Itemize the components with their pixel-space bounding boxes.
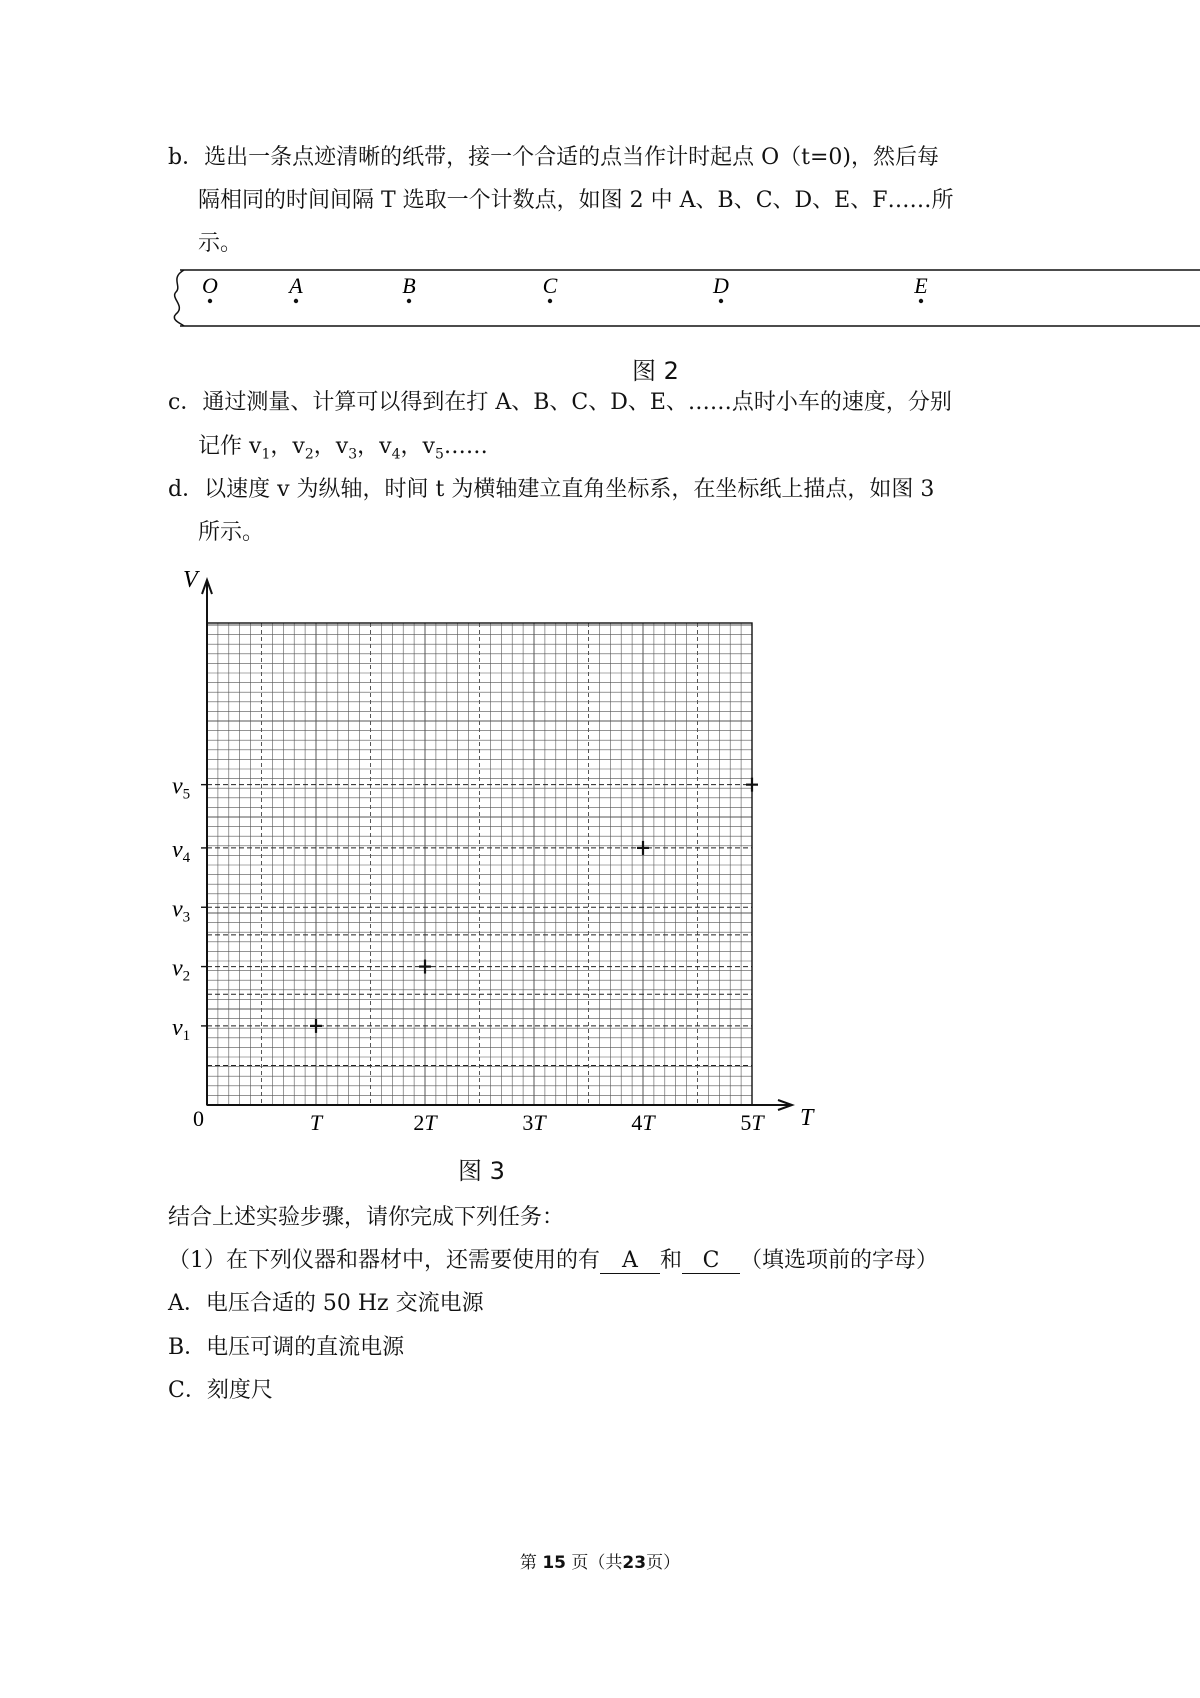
tape-label-d: D xyxy=(713,273,729,298)
velocity-symbol: $v_2$ xyxy=(292,434,314,463)
velocity-symbol: $v_5$ xyxy=(422,434,444,463)
step-d-line2: 所示。 xyxy=(198,520,265,545)
velocity-symbol: $v_3$ xyxy=(335,434,358,463)
step-c-prefix: 记作 xyxy=(198,434,249,459)
option-c: C．刻度尺 xyxy=(168,1378,273,1403)
step-c-line2 xyxy=(198,432,488,469)
option-a: A．电压合适的 50 Hz 交流电源 xyxy=(168,1291,484,1316)
x-tick-label-2t: 2T xyxy=(413,1110,437,1135)
q1-answer-2: C xyxy=(682,1249,740,1274)
x-tick-label-t: T xyxy=(309,1110,323,1135)
y-tick-label-v2: $v_2$ xyxy=(172,955,191,985)
page-footer xyxy=(0,1548,1200,1573)
step-d-line1: d．以速度 v 为纵轴，时间 t 为横轴建立直角坐标系，在坐标纸上描点，如图 3 xyxy=(168,477,935,502)
option-b: B．电压可调的直流电源 xyxy=(168,1335,405,1360)
y-tick-label-v3: $v_3$ xyxy=(172,896,191,926)
footer-middle: 页（共 xyxy=(571,1553,623,1573)
velocity-symbol: $v_4$ xyxy=(379,434,401,463)
tape-dot-o xyxy=(208,299,212,303)
velocity-symbol: $v_1$ xyxy=(249,434,271,463)
tape-dot-b xyxy=(407,299,411,303)
q1-prefix: （1）在下列仪器和器材中，还需要使用的有 xyxy=(168,1248,600,1273)
figure-2-caption: 图 2 xyxy=(632,357,679,385)
data-point-1 xyxy=(310,1019,322,1033)
y-tick-label-v4: $v_4$ xyxy=(172,836,191,866)
step-c-line1: c．通过测量、计算可以得到在打 A、B、C、D、E、……点时小车的速度，分别 xyxy=(168,390,952,415)
tape-label-e: E xyxy=(914,273,928,298)
footer-suffix: 页） xyxy=(646,1553,681,1573)
data-point-3 xyxy=(637,841,649,855)
velocity-list: $v_1$，$v_2$，$v_3$，$v_4$，$v_5$ xyxy=(249,434,444,463)
step-c-suffix: …… xyxy=(443,434,488,459)
tape-label-a: A xyxy=(289,273,303,298)
figure-3-caption: 图 3 xyxy=(458,1157,505,1185)
data-point-2 xyxy=(419,960,431,974)
footer-prefix: 第 xyxy=(519,1553,537,1573)
tape-dot-e xyxy=(919,299,923,303)
y-axis-label: V xyxy=(183,567,198,593)
y-tick-label-v5: $v_5$ xyxy=(172,773,191,803)
step-b-line1: b．选出一条点迹清晰的纸带，接一个合适的点当作计时起点 O（t=0)，然后每 xyxy=(168,145,939,170)
footer-total-pages: 23 xyxy=(622,1553,647,1573)
x-axis-label: T xyxy=(800,1105,814,1131)
footer-page-number: 15 xyxy=(542,1553,566,1573)
tasks-intro: 结合上述实验步骤，请你完成下列任务： xyxy=(168,1205,565,1230)
q1-suffix: （填选项前的字母） xyxy=(740,1248,939,1273)
tape-dot-c xyxy=(548,299,552,303)
tape-label-c: C xyxy=(542,273,558,298)
tape-dot-a xyxy=(294,299,298,303)
origin-label: 0 xyxy=(193,1106,204,1131)
tape-dot-d xyxy=(719,299,723,303)
q1-middle: 和 xyxy=(660,1248,683,1273)
x-tick-label-4t: 4T xyxy=(631,1110,655,1135)
step-b-line2: 隔相同的时间间隔 T 选取一个计数点，如图 2 中 A、B、C、D、E、F……所 xyxy=(198,188,954,213)
velocity-time-chart xyxy=(150,560,850,1160)
x-tick-label-5t: 5T xyxy=(740,1110,764,1135)
tape-label-o: O xyxy=(202,273,218,298)
question-1 xyxy=(168,1246,938,1276)
step-b-line3: 示。 xyxy=(198,231,243,256)
paper-tape-figure xyxy=(0,262,1200,342)
x-tick-label-3t: 3T xyxy=(522,1110,546,1135)
tape-label-b: B xyxy=(402,273,416,298)
data-point-4 xyxy=(746,778,758,792)
q1-answer-1: A xyxy=(600,1249,660,1274)
y-tick-label-v1: $v_1$ xyxy=(172,1014,191,1044)
